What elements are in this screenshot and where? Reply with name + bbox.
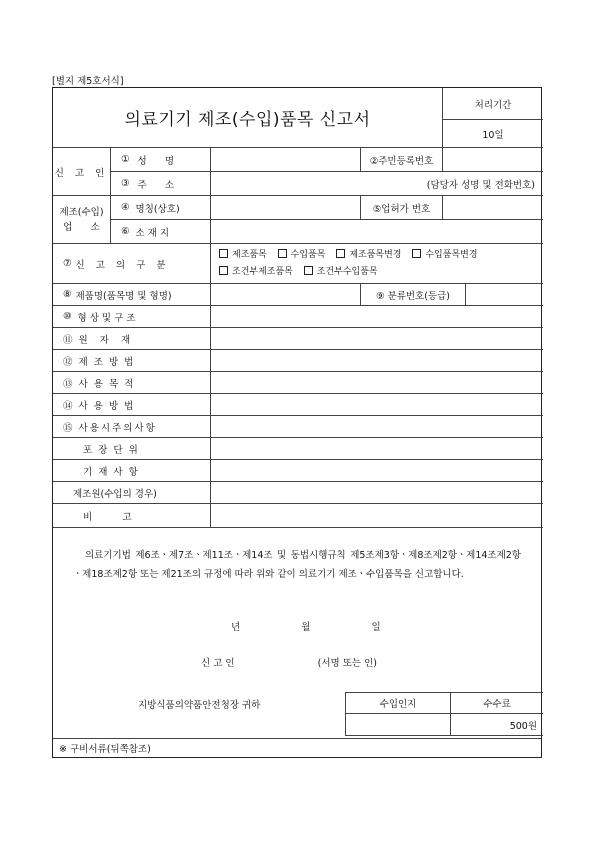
classification-label: ⑨ 분류번호(등급) [361,284,466,306]
item-row-label: 비 고 [53,504,211,528]
resident-number-field[interactable] [443,148,543,172]
item-row-label: ⑮ 사용시주의사항 [53,416,211,438]
option-conditional-manufacture[interactable]: 조건부제조품목 [219,267,293,277]
item-row-field[interactable] [211,504,543,528]
item-row-field[interactable] [211,350,543,372]
fee-label: 수수료 [451,692,543,714]
signature-note: (서명 또는 인) [317,658,377,669]
applicant-address-label: ③ 주 소 [111,172,211,196]
option-conditional-import[interactable]: 조건부수입품목 [304,267,378,277]
report-type-label: ⑦ 신 고 의 구 분 [53,244,211,284]
applicant-group-label: 신 고 인 [53,148,111,196]
row-number: ④ [121,202,130,213]
option-import-change[interactable]: 수입품목변경 [412,250,477,260]
checkbox-icon [336,249,345,258]
fee-value: 500원 [451,714,543,736]
declaration-text: 의료기기법 제6조ㆍ제7조ㆍ제11조ㆍ제14조 및 동법시행규칙 제5조제3항ㆍ제8조제2항ㆍ제14조제2항ㆍ제18조제2항 또는 제21조의 규정에 따라 위와 같이 의료기기 제조ㆍ수입품목을 신고합니다. [73,550,521,580]
form-title: 의료기기 제조(수입)품목 신고서 [53,88,443,148]
row-number: ⑪ [63,334,73,346]
classification-field[interactable] [466,284,543,306]
business-permit-field[interactable] [443,196,543,220]
signer-line: 신 고 인 (서명 또는 인) [201,658,377,669]
applicant-name-field[interactable] [211,148,361,172]
row-number: ① [121,154,130,165]
row-number: ⑥ [121,226,130,237]
recipient: 지방식품의약품안전청장 귀하 [138,700,261,711]
item-row-label: ⑬ 사 용 목 적 [53,372,211,394]
row-number: ⑩ [63,311,72,322]
business-group-label: 제조(수입) 업 소 [53,196,111,244]
resident-number-label: ②주민등록번호 [361,148,443,172]
applicant-name-label: ① 성 명 [111,148,211,172]
location-label: ⑥ 소 재 지 [111,220,211,244]
row-number: ⑭ [63,400,73,412]
option-manufacture[interactable]: 제조품목 [219,250,267,260]
row-number: ⑧ [63,289,72,300]
location-field[interactable] [211,220,543,244]
checkbox-icon [412,249,421,258]
item-row-field[interactable] [211,438,543,460]
row-number: ⑫ [63,356,73,368]
footer-note: ※ 구비서류(뒤쪽참조) [53,738,541,757]
date-line: 년 월 일 [231,622,381,633]
row-number: ③ [121,178,130,189]
business-permit-label: ⑤업허가 번호 [361,196,443,220]
report-form [52,87,542,758]
item-row-label: 포 장 단 위 [53,438,211,460]
form-number-label: [별지 제5호서식] [52,76,124,87]
row-number: ⑬ [63,378,73,390]
applicant-address-field[interactable] [211,172,543,196]
item-row-label: ⑭ 사 용 방 법 [53,394,211,416]
checkbox-icon [304,266,313,275]
processing-period-label: 처리기간 [443,88,543,120]
item-row-label: ⑪ 원 자 재 [53,328,211,350]
option-import[interactable]: 수입품목 [278,250,326,260]
product-name-label: ⑧ 제품명(품목명 및 형명) [53,284,211,306]
item-row-field[interactable] [211,394,543,416]
item-row-label: 제조원(수입의 경우) [53,482,211,504]
company-name-label: ④ 명칭(상호) [111,196,211,220]
item-row-field[interactable] [211,328,543,350]
report-type-row-2 [219,264,386,281]
product-name-field[interactable] [211,284,361,306]
report-type-options [211,244,543,284]
item-row-field[interactable] [211,372,543,394]
item-row-label: ⑫ 제 조 방 법 [53,350,211,372]
item-row-field[interactable] [211,416,543,438]
option-manufacture-change[interactable]: 제조품목변경 [336,250,401,260]
row-number: ⑮ [63,422,73,434]
revenue-stamp-box[interactable] [345,714,451,736]
checkbox-icon [219,266,228,275]
contact-person-note: (담당자 성명 및 전화번호) [426,179,535,191]
item-row-label: 기 재 사 항 [53,460,211,482]
item-row-field[interactable] [211,482,543,504]
checkbox-icon [219,249,228,258]
item-row-label: ⑩ 형 상 및 구 조 [53,306,211,328]
row-number: ⑦ [63,258,72,269]
item-row-field[interactable] [211,460,543,482]
item-row-field[interactable] [211,306,543,328]
report-type-row-1 [219,247,478,264]
processing-period-value: 10일 [443,120,543,148]
checkbox-icon [278,249,287,258]
revenue-stamp-label: 수입인지 [345,692,451,714]
company-name-field[interactable] [211,196,361,220]
